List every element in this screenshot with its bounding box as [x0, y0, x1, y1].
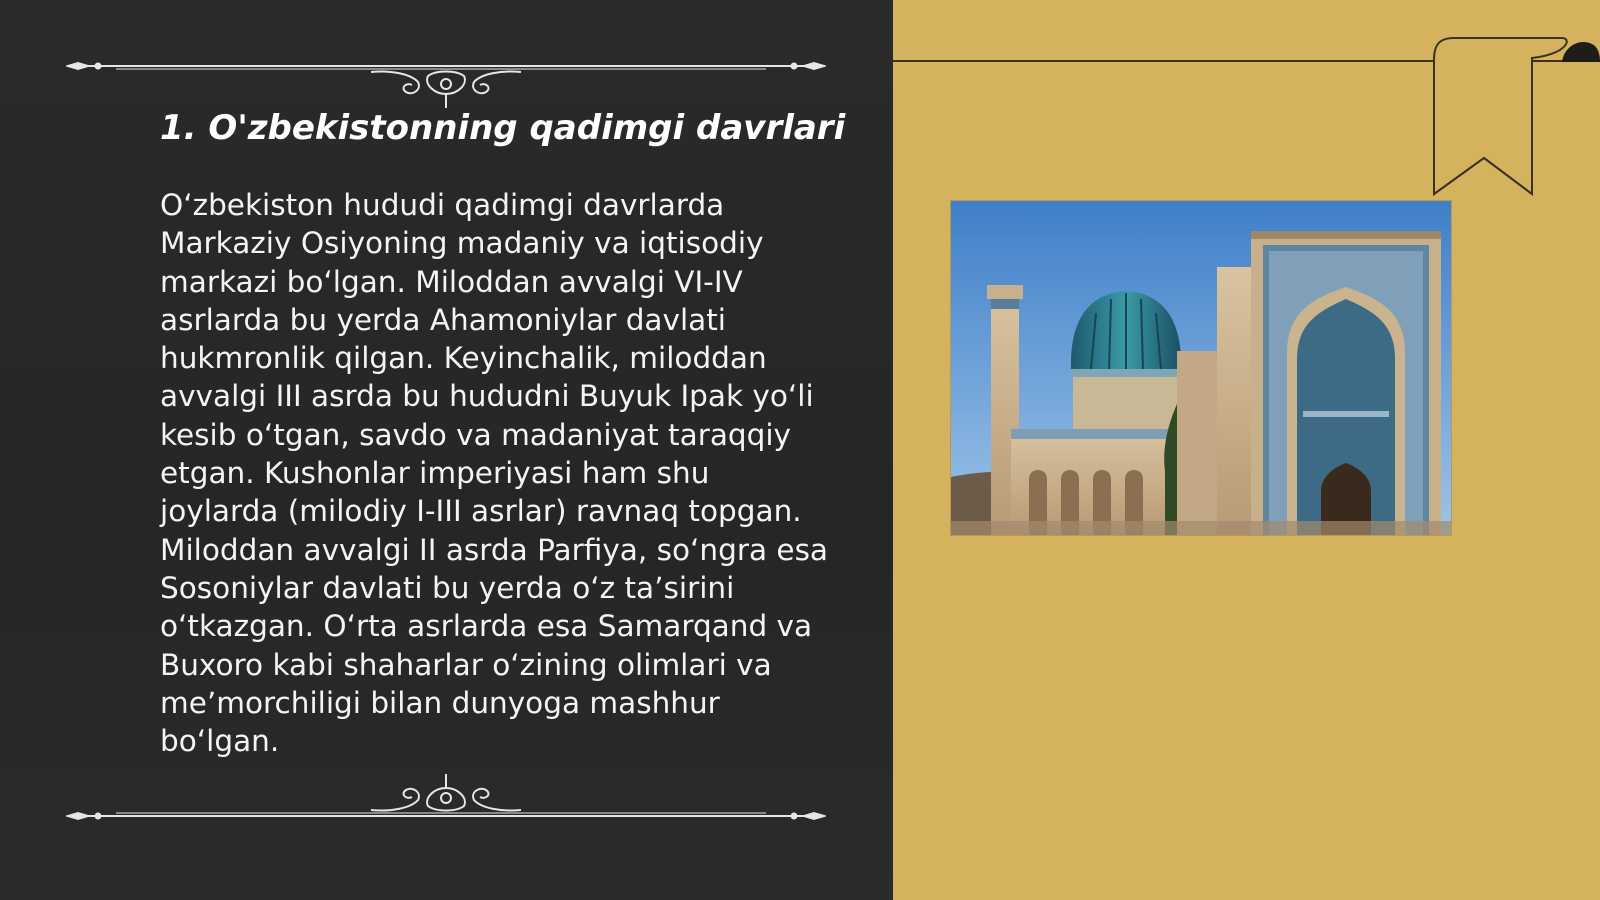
slide-title: 1. O'zbekistonning qadimgi davrlari: [160, 108, 846, 148]
mausoleum-photo: [950, 200, 1452, 536]
bookmark-ribbon-icon: [1432, 34, 1600, 200]
bottom-ornament-divider-icon: [66, 770, 826, 830]
slide-body-text: O‘zbekiston hududi qadimgi davrlarda Markaziy Osiyoning madaniy va iqtisodiy markazi bo‘lgan. Miloddan avvalgi VI-IV asrlarda bu yerda Ahamoniylar davlati hukmronlik qilgan. Keyinchalik, miloddan avvalgi III asrda bu hududni Buyuk Ipak yo‘li kesib o‘tgan, savdo va madaniyat taraqqiy etgan. Kushonlar imperiyasi ham shu joylarda (milodiy I-III asrlar) ravnaq topgan. Miloddan avvalgi II asrda Parfiya, so‘ngra esa Sosoniylar davlati bu yerda o‘z ta’sirini o‘tkazgan. O‘rta asrlarda esa Samarqand va Buxoro kabi shaharlar o‘zining olimlari va me’morchiligi bilan dunyoga mashhur bo‘lgan.: [160, 188, 829, 759]
top-ornament-divider-icon: [66, 50, 826, 110]
